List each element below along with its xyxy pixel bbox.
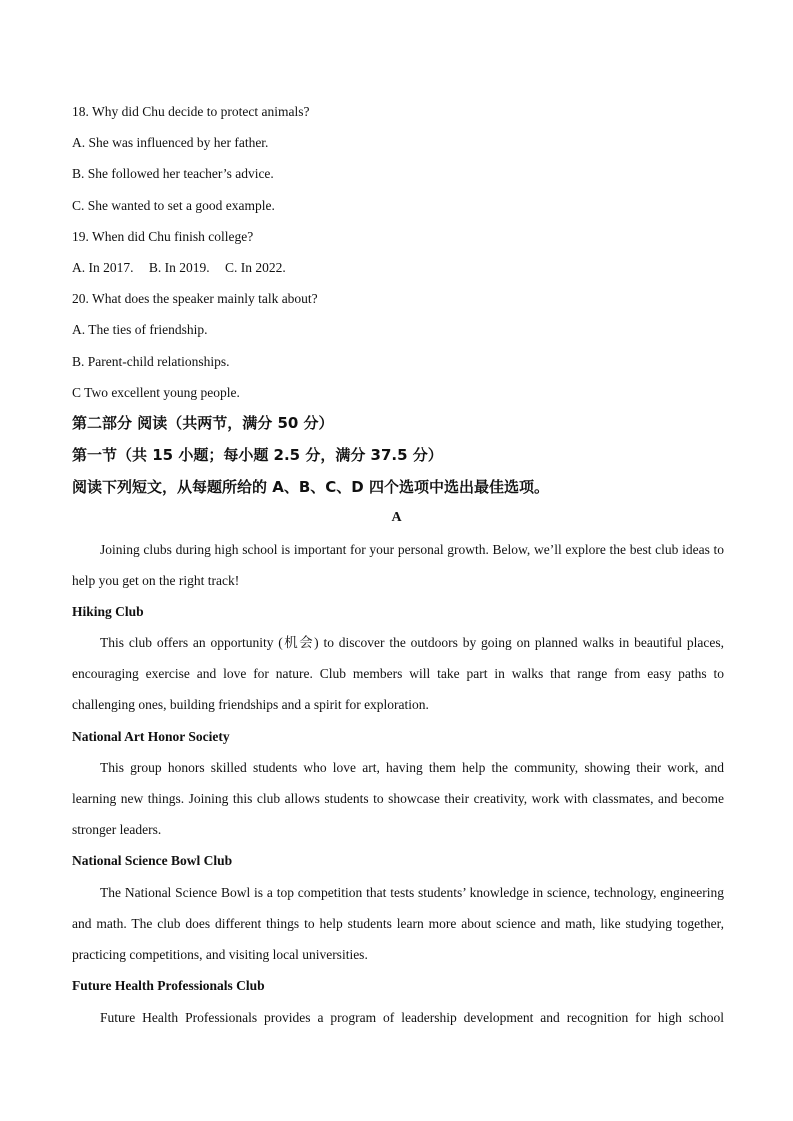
- q18-option-b: B. She followed her teacher’s advice.: [72, 166, 274, 181]
- q20-option-a: A. The ties of friendship.: [72, 322, 208, 337]
- section-title: 第一节（共 15 小题；每小题 2.5 分，满分 37.5 分）: [72, 446, 443, 464]
- question-18: 18. Why did Chu decide to protect animals?: [72, 104, 310, 119]
- passage-label: A: [391, 510, 402, 525]
- q19-option-c: C. In 2022.: [225, 260, 286, 275]
- q19-options: [72, 258, 298, 278]
- question-19: 19. When did Chu finish college?: [72, 229, 254, 244]
- q18-option-c: C. She wanted to set a good example.: [72, 198, 275, 213]
- club-text-science: The National Science Bowl is a top competition that tests students’ knowledge in science, technology, engineering and math. The club does different things to help students learn more about science and math, like studying together, practicing competitions, and visiting local universities.: [72, 885, 724, 963]
- club-text-health: Future Health Professionals provides a program of leadership development and recognition for high school: [100, 1010, 724, 1025]
- instruction: 阅读下列短文，从每题所给的 A、B、C、D 四个选项中选出最佳选项。: [72, 478, 549, 496]
- club-text-hiking: This club offers an opportunity (机会) to discover the outdoors by going on planned walks in beautiful places, encouraging exercise and love for nature. Club members will take part in walks that range from easy paths to challenging ones, building friendships and a spirit for exploration.: [72, 635, 724, 713]
- q18-option-a: A. She was influenced by her father.: [72, 135, 269, 150]
- q20-option-b: B. Parent-child relationships.: [72, 354, 230, 369]
- question-20: 20. What does the speaker mainly talk about?: [72, 291, 318, 306]
- part-title: 第二部分 阅读（共两节，满分 50 分）: [72, 414, 334, 432]
- q20-option-c: C Two excellent young people.: [72, 385, 240, 400]
- club-text-art: This group honors skilled students who love art, having them help the community, showing their work, and learning new things. Joining this club allows students to showcase their creativity, work with classmates, and become stronger leaders.: [72, 760, 724, 838]
- club-heading-hiking: Hiking Club: [72, 604, 144, 619]
- club-heading-science: National Science Bowl Club: [72, 853, 233, 868]
- club-heading-health: Future Health Professionals Club: [72, 978, 265, 993]
- q19-option-b: B. In 2019.: [148, 260, 210, 275]
- q19-option-a: A. In 2017.: [72, 260, 134, 275]
- passage-intro: Joining clubs during high school is important for your personal growth. Below, we’ll explore the best club ideas to help you get on the right track!: [72, 542, 724, 589]
- club-heading-art: National Art Honor Society: [72, 729, 230, 744]
